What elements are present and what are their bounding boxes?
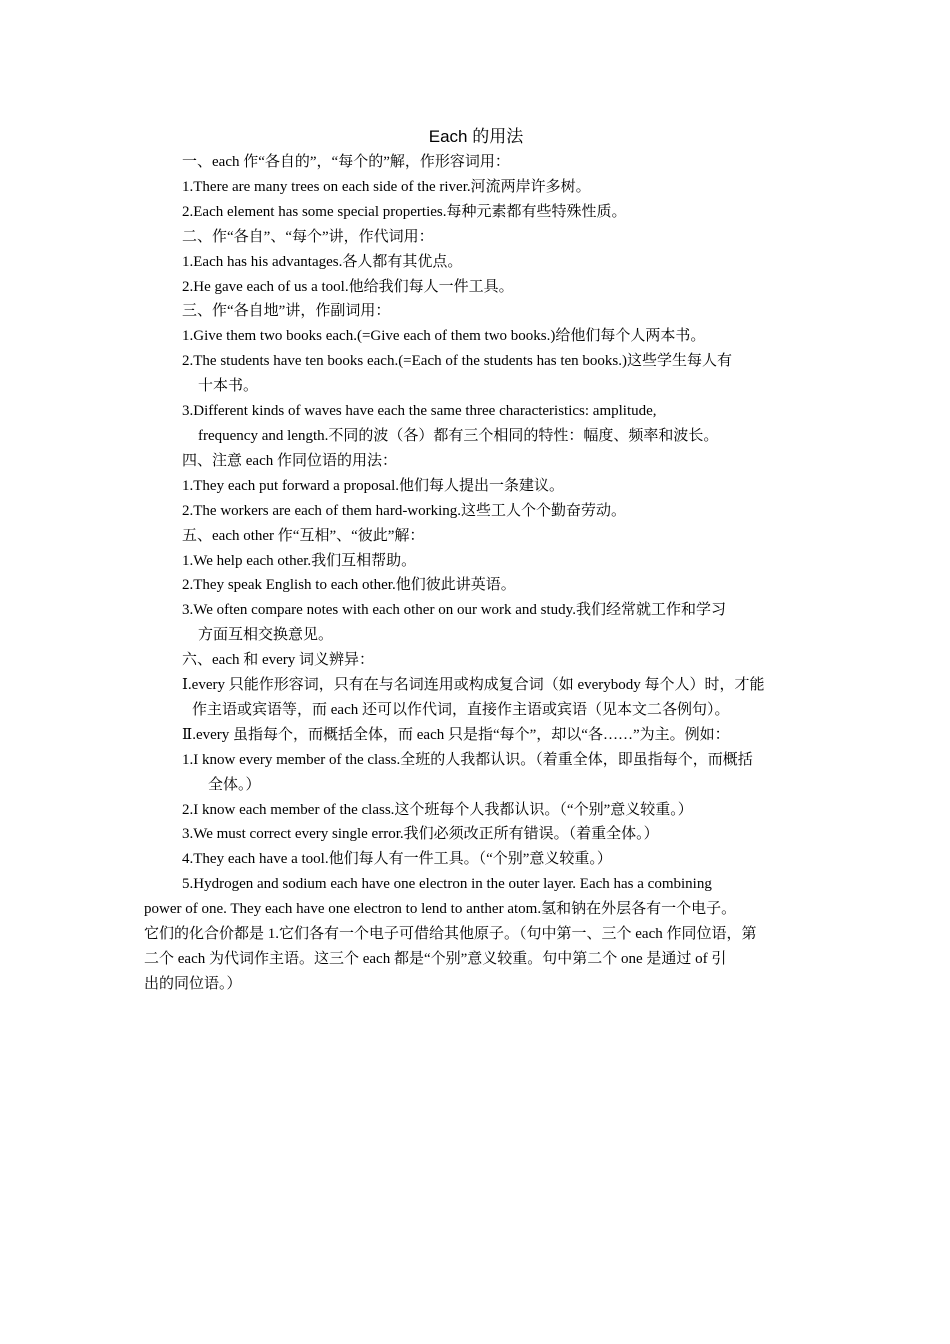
example-continuation: frequency and length.不同的波（各）都有三个相同的特性：幅度、频率和波长。 [198, 427, 719, 444]
example-item [144, 598, 808, 648]
document-page [144, 124, 808, 997]
example-line: 1.Give them two books each.(=Give each of them two books.)给他们每个人两本书。 [182, 328, 706, 345]
example-paragraph [144, 872, 808, 997]
example-line: 2.Each element has some special properties.每种元素都有些特殊性质。 [182, 203, 627, 220]
example-line: 2.The students have ten books each.(=Each of the students has ten books.)这些学生每人有 [182, 353, 733, 370]
example-line: 1.They each put forward a proposal.他们每人提出一条建议。 [182, 477, 565, 494]
example-line: 1.I know every member of the class.全班的人我都认识。（着重全体，即虽指每个，而概括 [182, 751, 753, 768]
example-line: 3.We often compare notes with each other on our work and study.我们经常就工作和学习 [182, 602, 726, 619]
example-item [144, 748, 808, 798]
paragraph-line: power of one. They each have one electron to lend to anther atom.氢和钠在外层各有一个电子。 [144, 901, 737, 918]
paragraph-line: 出的同位语。） [144, 975, 242, 992]
explanation-continuation: 作主语或宾语等，而 each 还可以作代词，直接作主语或宾语（见本文二各例句）。 [192, 701, 730, 718]
example-item [144, 399, 808, 449]
example-line: 1.There are many trees on each side of the river.河流两岸许多树。 [182, 178, 591, 195]
example-line: 2.I know each member of the class.这个班每个人我都认识。（“个别”意义较重。） [182, 801, 693, 818]
section-heading: 五、each other 作“互相”、“彼此”解： [182, 527, 425, 544]
example-line: 1.Each has his advantages.各人都有其优点。 [182, 253, 463, 270]
paragraph-line: 5.Hydrogen and sodium each have one electron in the outer layer. Each has a combining [182, 876, 712, 893]
section-heading: 一、each 作“各自的”，“每个的”解，作形容词用： [182, 154, 510, 170]
explanation-line: Ⅱ.every 虽指每个，而概括全体，而 each 只是指“每个”，却以“各……”为主。例如： [182, 726, 730, 743]
example-continuation: 全体。） [208, 776, 261, 793]
document-title: Each 的用法 [428, 127, 524, 146]
paragraph-line: 二个 each 为代词作主语。这三个 each 都是“个别”意义较重。句中第二个 one 是通过 of 引 [144, 951, 727, 967]
example-line: 4.They each have a tool.他们每人有一件工具。（“个别”意义较重。） [182, 851, 612, 868]
section-heading: 六、each 和 every 词义辨异： [182, 652, 375, 669]
example-line: 2.They speak English to each other.他们彼此讲英语。 [182, 577, 516, 594]
section-heading: 三、作“各自地”讲，作副词用： [182, 303, 391, 320]
example-line: 1.We help each other.我们互相帮助。 [182, 552, 417, 569]
explanation-item [144, 673, 808, 723]
explanation-line: Ⅰ.every 只能作形容词，只有在与名词连用或构成复合词（如 everybody 每个人）时，才能 [182, 677, 765, 694]
section-heading: 四、注意 each 作同位语的用法： [182, 452, 397, 469]
example-item [144, 349, 808, 399]
example-line: 3.Different kinds of waves have each the same three characteristics: amplitude, [182, 403, 657, 420]
example-continuation: 方面互相交换意见。 [198, 627, 334, 644]
example-line: 3.We must correct every single error.我们必须改正所有错误。（着重全体。） [182, 826, 659, 843]
example-line: 2.The workers are each of them hard-working.这些工人个个勤奋劳动。 [182, 502, 627, 519]
paragraph-line: 它们的化合价都是 1.它们各有一个电子可借给其他原子。（句中第一、三个 each 作同位语，第 [144, 926, 757, 943]
example-continuation: 十本书。 [198, 378, 259, 395]
example-line: 2.He gave each of us a tool.他给我们每人一件工具。 [182, 278, 514, 295]
section-heading: 二、作“各自”、“每个”讲，作代词用： [182, 228, 434, 245]
